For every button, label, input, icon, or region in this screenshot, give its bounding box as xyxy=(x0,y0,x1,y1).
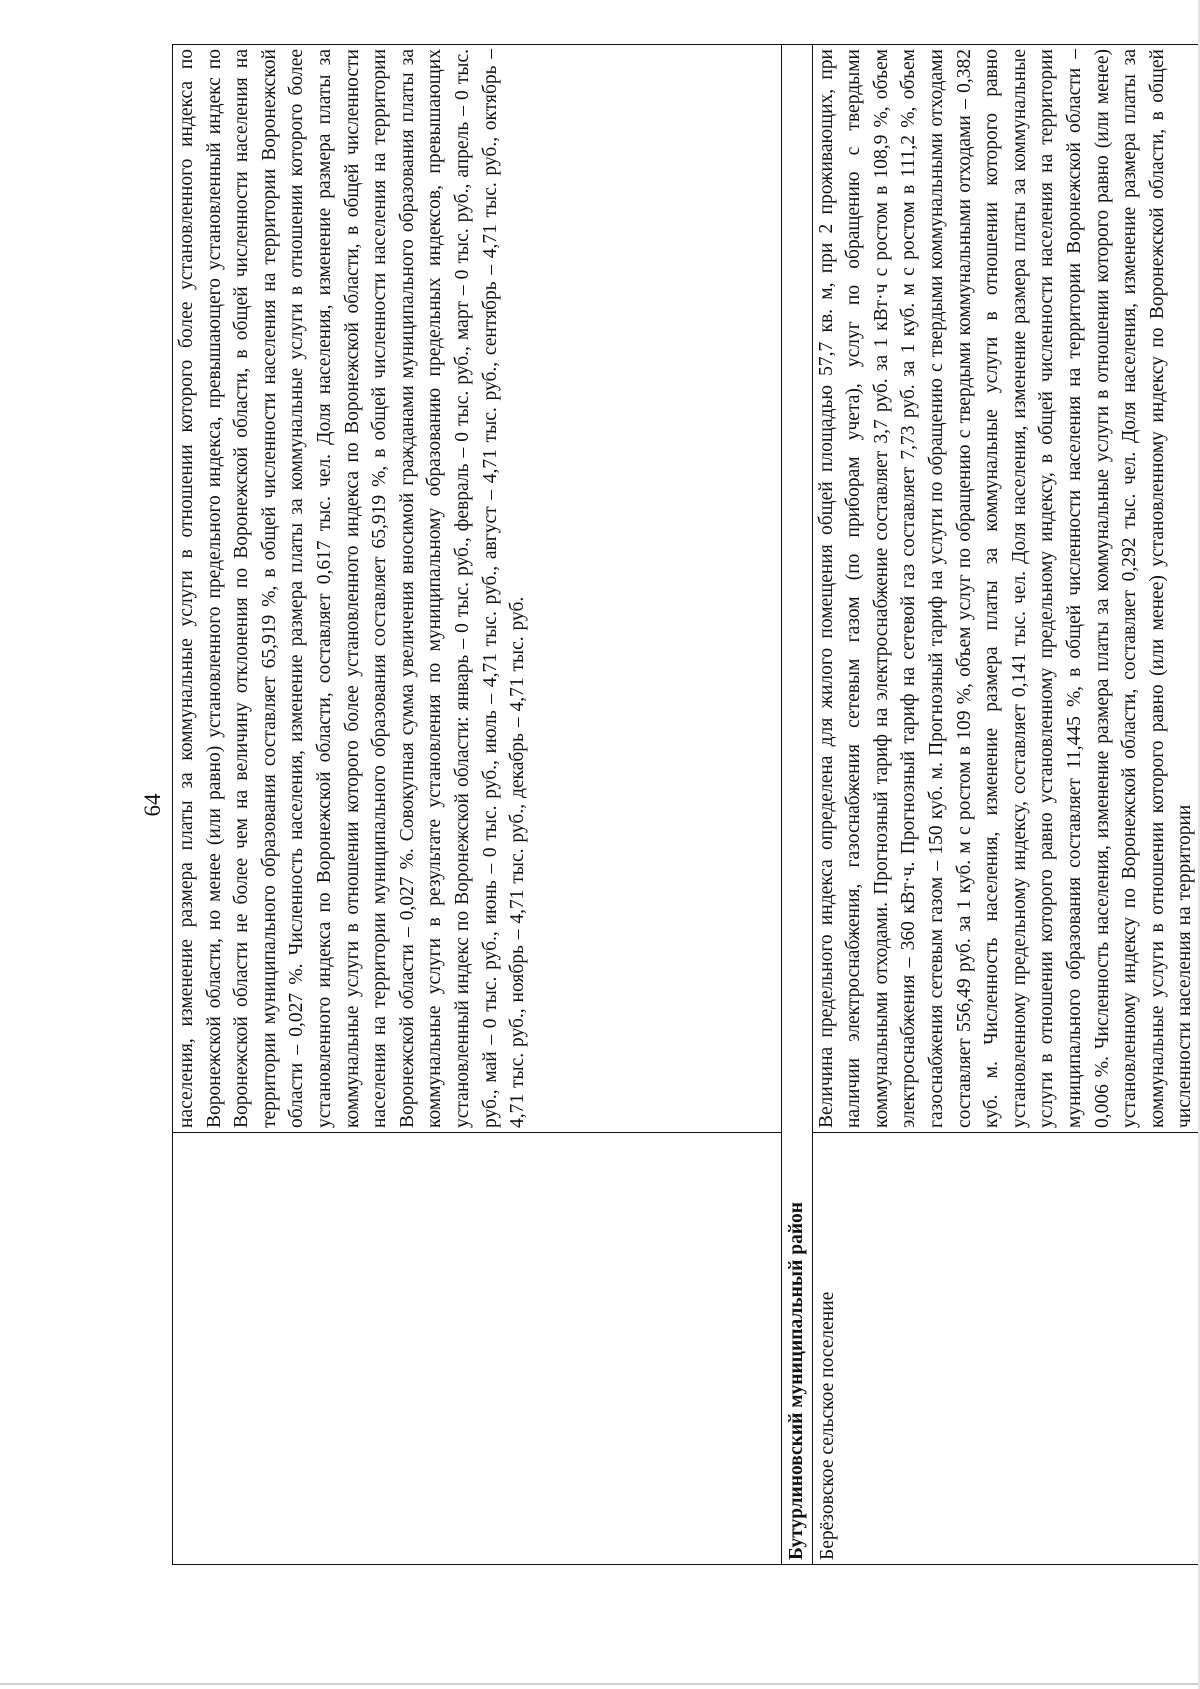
index-description-text: населения, изменение размера платы за коммунальные услуги в отношении которого более установленного индекса по Воронежской области, но менее (или равно) установленного предельного индекса, превышающего установленный индекс по Воронежской области не более чем на величину отклонения по Воронежской области, в общей численности населения на территории муниципального образования составляет 65,919 %, в общей численности населения на территории Воронежской области – 0,027 %. Численность населения, изменение размера платы за коммунальные услуги в отношении которого более установленного индекса по Воронежской области, составляет 0,617 тыс. чел. Доля населения, изменение размера платы за коммунальные услуги в отношении которого более установленного индекса по Воронежской области, в общей численности населения на территории муниципального образования составляет 65,919 %, в общей численности населения на территории Воронежской области – 0,027 %. Совокупная сумма увеличения вносимой гражданами муниципального образования платы за коммунальные услуги в результате установления по муниципальному образованию предельных индексов, превышающих установленный индекс по Воронежской области: январь – 0 тыс. руб., февраль – 0 тыс. руб., март – 0 тыс. руб., апрель – 0 тыс. руб., май – 0 тыс. руб., июнь – 0 тыс. руб., июль – 4,71 тыс. руб., август – 4,71 тыс. руб., сентябрь – 4,71 тыс. руб., октябрь – 4,71 тыс. руб., ноябрь – 4,71 тыс. руб., декабрь – 4,71 тыс. руб. xyxy=(176,49,529,1128)
district-heading-row xyxy=(782,45,813,1565)
table-row-continuation xyxy=(173,45,782,1565)
settlement-cell-empty xyxy=(173,1133,782,1565)
index-description-cell xyxy=(173,45,782,1133)
settlement-name: Берёзовское сельское поселение xyxy=(816,1291,838,1560)
tariff-index-table xyxy=(172,44,1200,1565)
table-row-settlement xyxy=(812,45,1199,1565)
district-heading: Бутурлиновский муниципальный район xyxy=(782,45,813,1565)
scan-edge-bottom xyxy=(0,1683,1200,1685)
page-number: 64 xyxy=(140,793,165,817)
index-description-text: Величина предельного индекса определена для жилого помещения общей площадью 57,7 кв. м, при 2 проживающих, при наличии электроснабжения, газоснабжения сетевым газом (по приборам учета), услуг по обращению с твердыми коммунальными отходами. Прогнозный тариф на электроснабжение составляет 3,7 руб. за 1 кВт·ч с ростом в 108,9 %, объем электроснабжения – 360 кВт·ч. Прогнозный тариф на сетевой газ составляет 7,73 руб. за 1 куб. м с ростом в 111,2 %, объем газоснабжения сетевым газом – 150 куб. м. Прогнозный тариф на услуги по обращению с твердыми коммунальными отходами составляет 556,49 руб. за 1 куб. м с ростом в 109 %, объем услуг по обращению с твердыми коммунальными отходами – 0,382 куб. м. Численность населения, изменение размера платы за коммунальные услуги в отношении которого равно установленному предельному индексу, составляет 0,141 тыс. чел. Доля населения, изменение размера платы за коммунальные услуги в отношении которого равно установленному предельному индексу, в общей численности населения на территории муниципального образования составляет 11,445 %, в общей численности населения на территории Воронежской области – 0,006 %. Численность населения, изменение размера платы за коммунальные услуги в отношении которого равно (или менее) установленному индексу по Воронежской области, составляет 0,292 тыс. чел. Доля населения, изменение размера платы за коммунальные услуги в отношении которого равно (или менее) установленному индексу по Воронежской области, в общей численности населения на территории xyxy=(815,49,1196,1128)
settlement-cell xyxy=(812,1133,1199,1565)
index-description-cell xyxy=(812,45,1199,1133)
rotated-document-page xyxy=(140,45,1196,1565)
